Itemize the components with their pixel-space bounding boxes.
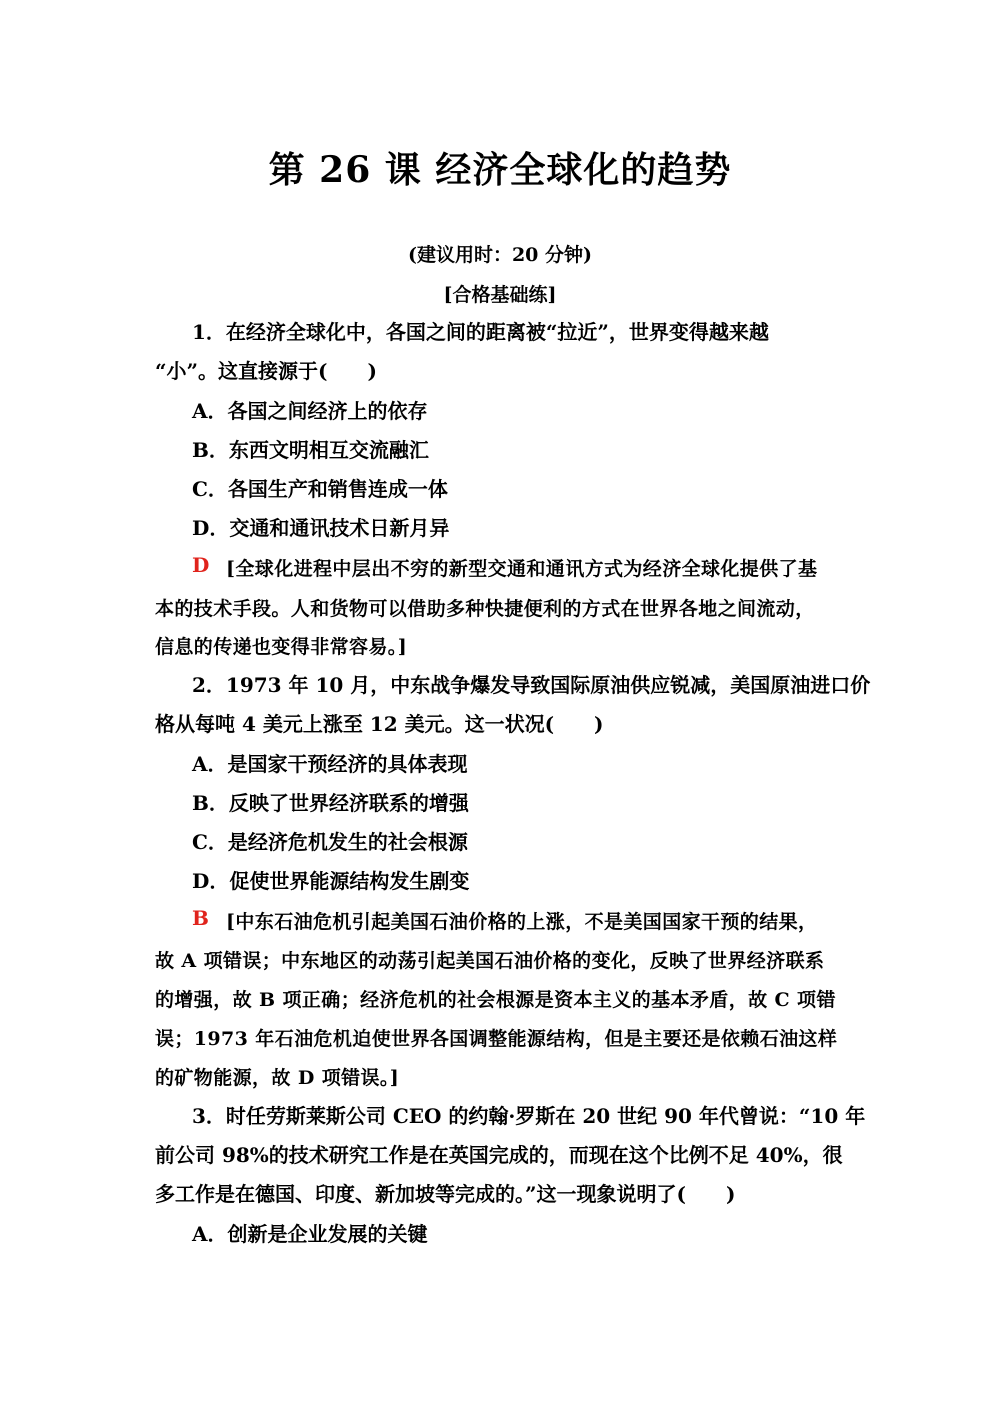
q3-option-a: A．创新是企业发展的关键 bbox=[192, 1222, 428, 1246]
q3-stem-line2: 前公司 98%的技术研究工作是在英国完成的，而现在这个比例不足 40%，很 bbox=[155, 1143, 843, 1167]
q1-option-b: B．东西文明相互交流融汇 bbox=[192, 438, 429, 462]
q1-stem-line1: 1．在经济全球化中，各国之间的距离被“拉近”，世界变得越来越 bbox=[192, 320, 769, 344]
q2-explanation-line2: 故 A 项错误；中东地区的动荡引起美国石油价格的变化，反映了世界经济联系 bbox=[155, 950, 825, 972]
q3-stem-line3: 多工作是在德国、印度、新加坡等完成的。”这一现象说明了( ) bbox=[155, 1182, 736, 1206]
q2-option-d: D．促使世界能源结构发生剧变 bbox=[192, 869, 470, 893]
q1-option-c: C．各国生产和销售连成一体 bbox=[192, 477, 448, 501]
page-title: 第 26 课 经济全球化的趋势 bbox=[268, 149, 732, 191]
time-note: (建议用时：20 分钟) bbox=[407, 244, 593, 266]
q2-option-a: A．是国家干预经济的具体表现 bbox=[192, 752, 468, 776]
q2-explanation-line1: [中东石油危机引起美国石油价格的上涨，不是美国国家干预的结果， bbox=[226, 911, 818, 933]
q1-option-d: D．交通和通讯技术日新月异 bbox=[192, 516, 450, 540]
q2-stem-line2: 格从每吨 4 美元上涨至 12 美元。这一状况( ) bbox=[155, 712, 604, 736]
q2-answer: B bbox=[192, 906, 209, 930]
q1-option-a: A．各国之间经济上的依存 bbox=[192, 399, 428, 423]
q3-stem-line1: 3．时任劳斯莱斯公司 CEO 的约翰·罗斯在 20 世纪 90 年代曾说：“10 年 bbox=[192, 1104, 866, 1128]
section-heading: [合格基础练] bbox=[443, 284, 557, 306]
q2-option-c: C．是经济危机发生的社会根源 bbox=[192, 830, 468, 854]
q2-explanation-line4: 误；1973 年石油危机迫使世界各国调整能源结构，但是主要还是依赖石油这样 bbox=[155, 1028, 838, 1050]
q1-answer: D bbox=[192, 553, 210, 577]
q1-explanation-line3: 信息的传递也变得非常容易。] bbox=[155, 636, 408, 658]
q1-stem-line2: “小”。这直接源于( ) bbox=[155, 359, 377, 383]
q2-explanation-line5: 的矿物能源，故 D 项错误。] bbox=[155, 1067, 400, 1089]
q2-stem-line1: 2．1973 年 10 月，中东战争爆发导致国际原油供应锐减，美国原油进口价 bbox=[192, 673, 871, 697]
q2-option-b: B．反映了世界经济联系的增强 bbox=[192, 791, 469, 815]
q1-explanation-line1: [全球化进程中层出不穷的新型交通和通讯方式为经济全球化提供了基 bbox=[226, 558, 818, 580]
q2-explanation-line3: 的增强，故 B 项正确；经济危机的社会根源是资本主义的基本矛盾，故 C 项错 bbox=[155, 989, 836, 1011]
q1-explanation-line2: 本的技术手段。人和货物可以借助多种快捷便利的方式在世界各地之间流动， bbox=[155, 598, 815, 620]
